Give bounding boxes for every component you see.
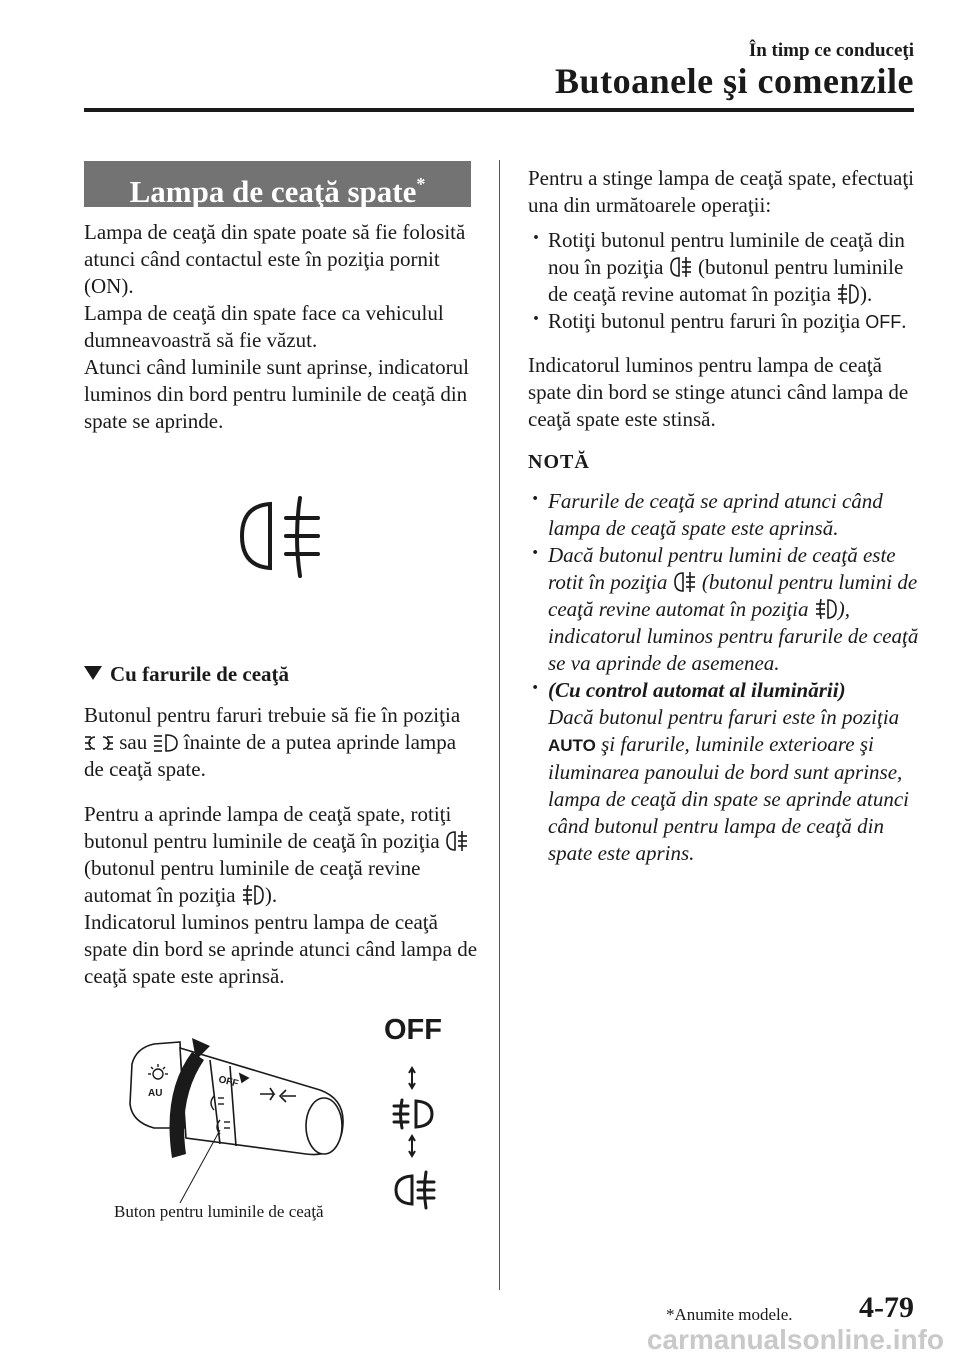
text-fragment: Rotiţi butonul pentru luminile de ceaţă din nou în poziţia	[548, 228, 905, 279]
rear-fog-indicator-icon	[236, 494, 332, 585]
off-position-label: OFF	[384, 1014, 442, 1046]
note-item-1: · Farurile de ceaţă se aprind atunci când lampa de ceaţă spate este aprinsă.	[528, 488, 920, 542]
off-position-word: OFF	[865, 312, 902, 332]
spacer	[84, 688, 480, 702]
text-fragment: (butonul pentru luminile de ceaţă revine automat în poziţia	[84, 856, 421, 907]
triangle-marker-icon	[84, 666, 102, 680]
text-fragment: Pentru a aprinde lampa de ceaţă spate, rotiţi butonul pentru luminile de ceaţă în poziţia	[84, 802, 452, 853]
stalk-auto-text: AU	[148, 1088, 163, 1099]
turn-off-option-1	[528, 227, 920, 308]
text-fragment: .	[901, 309, 907, 333]
spacer	[528, 476, 920, 488]
note-item-2	[528, 542, 920, 677]
text-fragment: Butonul pentru faruri trebuie să fie în poziţia	[84, 703, 461, 727]
intro-paragraph-2: Lampa de ceaţă din spate face ca vehiculul dumneavoastră să fie văzut.	[84, 301, 444, 352]
text-fragment: Dacă butonul pentru lumini de ceaţă este rotit în poziţia	[548, 543, 896, 594]
intro-paragraph-3: Atunci când luminile sunt aprinse, indicatorul luminos din bord pentru luminile de ceaţă din spate se aprinde.	[84, 355, 469, 433]
page-number: 4-79	[859, 1291, 914, 1324]
subheading-text: Cu farurile de ceaţă	[110, 662, 290, 686]
rear-fog-lamp-icon	[445, 830, 469, 852]
right-column	[528, 165, 920, 867]
note-item-3	[528, 677, 920, 867]
spacer	[84, 783, 480, 801]
watermark: carmanualsonline.info	[646, 1324, 944, 1355]
topic-banner	[84, 161, 471, 207]
position-sequence	[390, 1066, 440, 1271]
lighting-stalk-illustration	[110, 1008, 360, 1213]
spacer	[528, 336, 920, 352]
chapter-title: În timp ce conduceţi	[748, 40, 914, 61]
turn-off-option-2	[528, 308, 920, 336]
text-fragment: şi farurile, luminile exterioare şi iluminarea panoului de bord sunt aprinse, lampa de ceaţă din spate se aprinde atunci când butonul pentru lampa de ceaţă din spate este aprins.	[548, 732, 910, 865]
rear-fog-lamp-icon	[669, 256, 693, 278]
note-title: NOTĂ	[528, 451, 590, 473]
headlight-position-paragraph	[84, 702, 480, 783]
headlight-icon	[153, 733, 179, 753]
rear-fog-lamp-icon	[673, 571, 697, 593]
models-mark: *	[416, 174, 426, 194]
spacer	[528, 219, 920, 227]
indicator-off-paragraph: Indicatorul luminos pentru lampa de ceaţă spate din bord se stinge atunci când lampa de ceaţă spate este stinsă.	[528, 353, 909, 431]
text-fragment: înainte de a putea aprinde lampa de ceaţă spate.	[84, 730, 457, 781]
spacer	[528, 433, 920, 449]
text-fragment: Dacă butonul pentru faruri este în poziţia	[548, 705, 900, 729]
section-title: Butoanele şi comenzile	[555, 61, 914, 101]
subheading-fog-lights	[84, 661, 480, 688]
parking-lights-icon	[84, 733, 114, 753]
front-fog-lamp-icon	[814, 598, 838, 620]
text-fragment: ).	[860, 282, 873, 306]
turn-off-intro: Pentru a stinge lampa de ceaţă spate, efectuaţi una din următoarele operaţii:	[528, 166, 914, 217]
text-fragment: sau	[119, 730, 148, 754]
stalk-off-text: OFF	[217, 1074, 240, 1090]
stalk-caption: Buton pentru luminile de ceaţă	[114, 1202, 324, 1221]
text-fragment: ).	[264, 883, 278, 907]
topic-title: Lampa de ceaţă spate	[129, 174, 417, 209]
note-item-3-title: (Cu control automat al iluminării)	[548, 678, 846, 702]
indicator-on-paragraph: Indicatorul luminos pentru lampa de ceaţă spate din bord se aprinde atunci când lampa de ceaţă spate este aprinsă.	[84, 910, 478, 988]
text-fragment: (butonul pentru lumini de ceaţă revine automat în poziţia	[548, 570, 918, 621]
header-rule	[84, 108, 914, 112]
text-fragment: ), indicatorul luminos pentru farurile de ceaţă se va aprinde de asemenea.	[548, 597, 919, 675]
column-divider	[499, 160, 500, 1290]
footnote: *Anumite modele.	[666, 1305, 793, 1324]
intro-paragraph-1: Lampa de ceaţă din spate poate să fie folosită atunci când contactul este în poziţia pornit (ON).	[84, 220, 466, 298]
front-fog-lamp-icon	[836, 283, 860, 305]
left-column	[84, 219, 480, 990]
turn-on-paragraph	[84, 801, 480, 909]
text-fragment: Rotiţi butonul pentru faruri în poziţia	[548, 309, 861, 333]
front-fog-lamp-icon	[241, 884, 265, 906]
text-fragment: (butonul pentru luminile de ceaţă revine automat în poziţia	[548, 255, 904, 306]
auto-position-word: AUTO	[548, 736, 596, 755]
